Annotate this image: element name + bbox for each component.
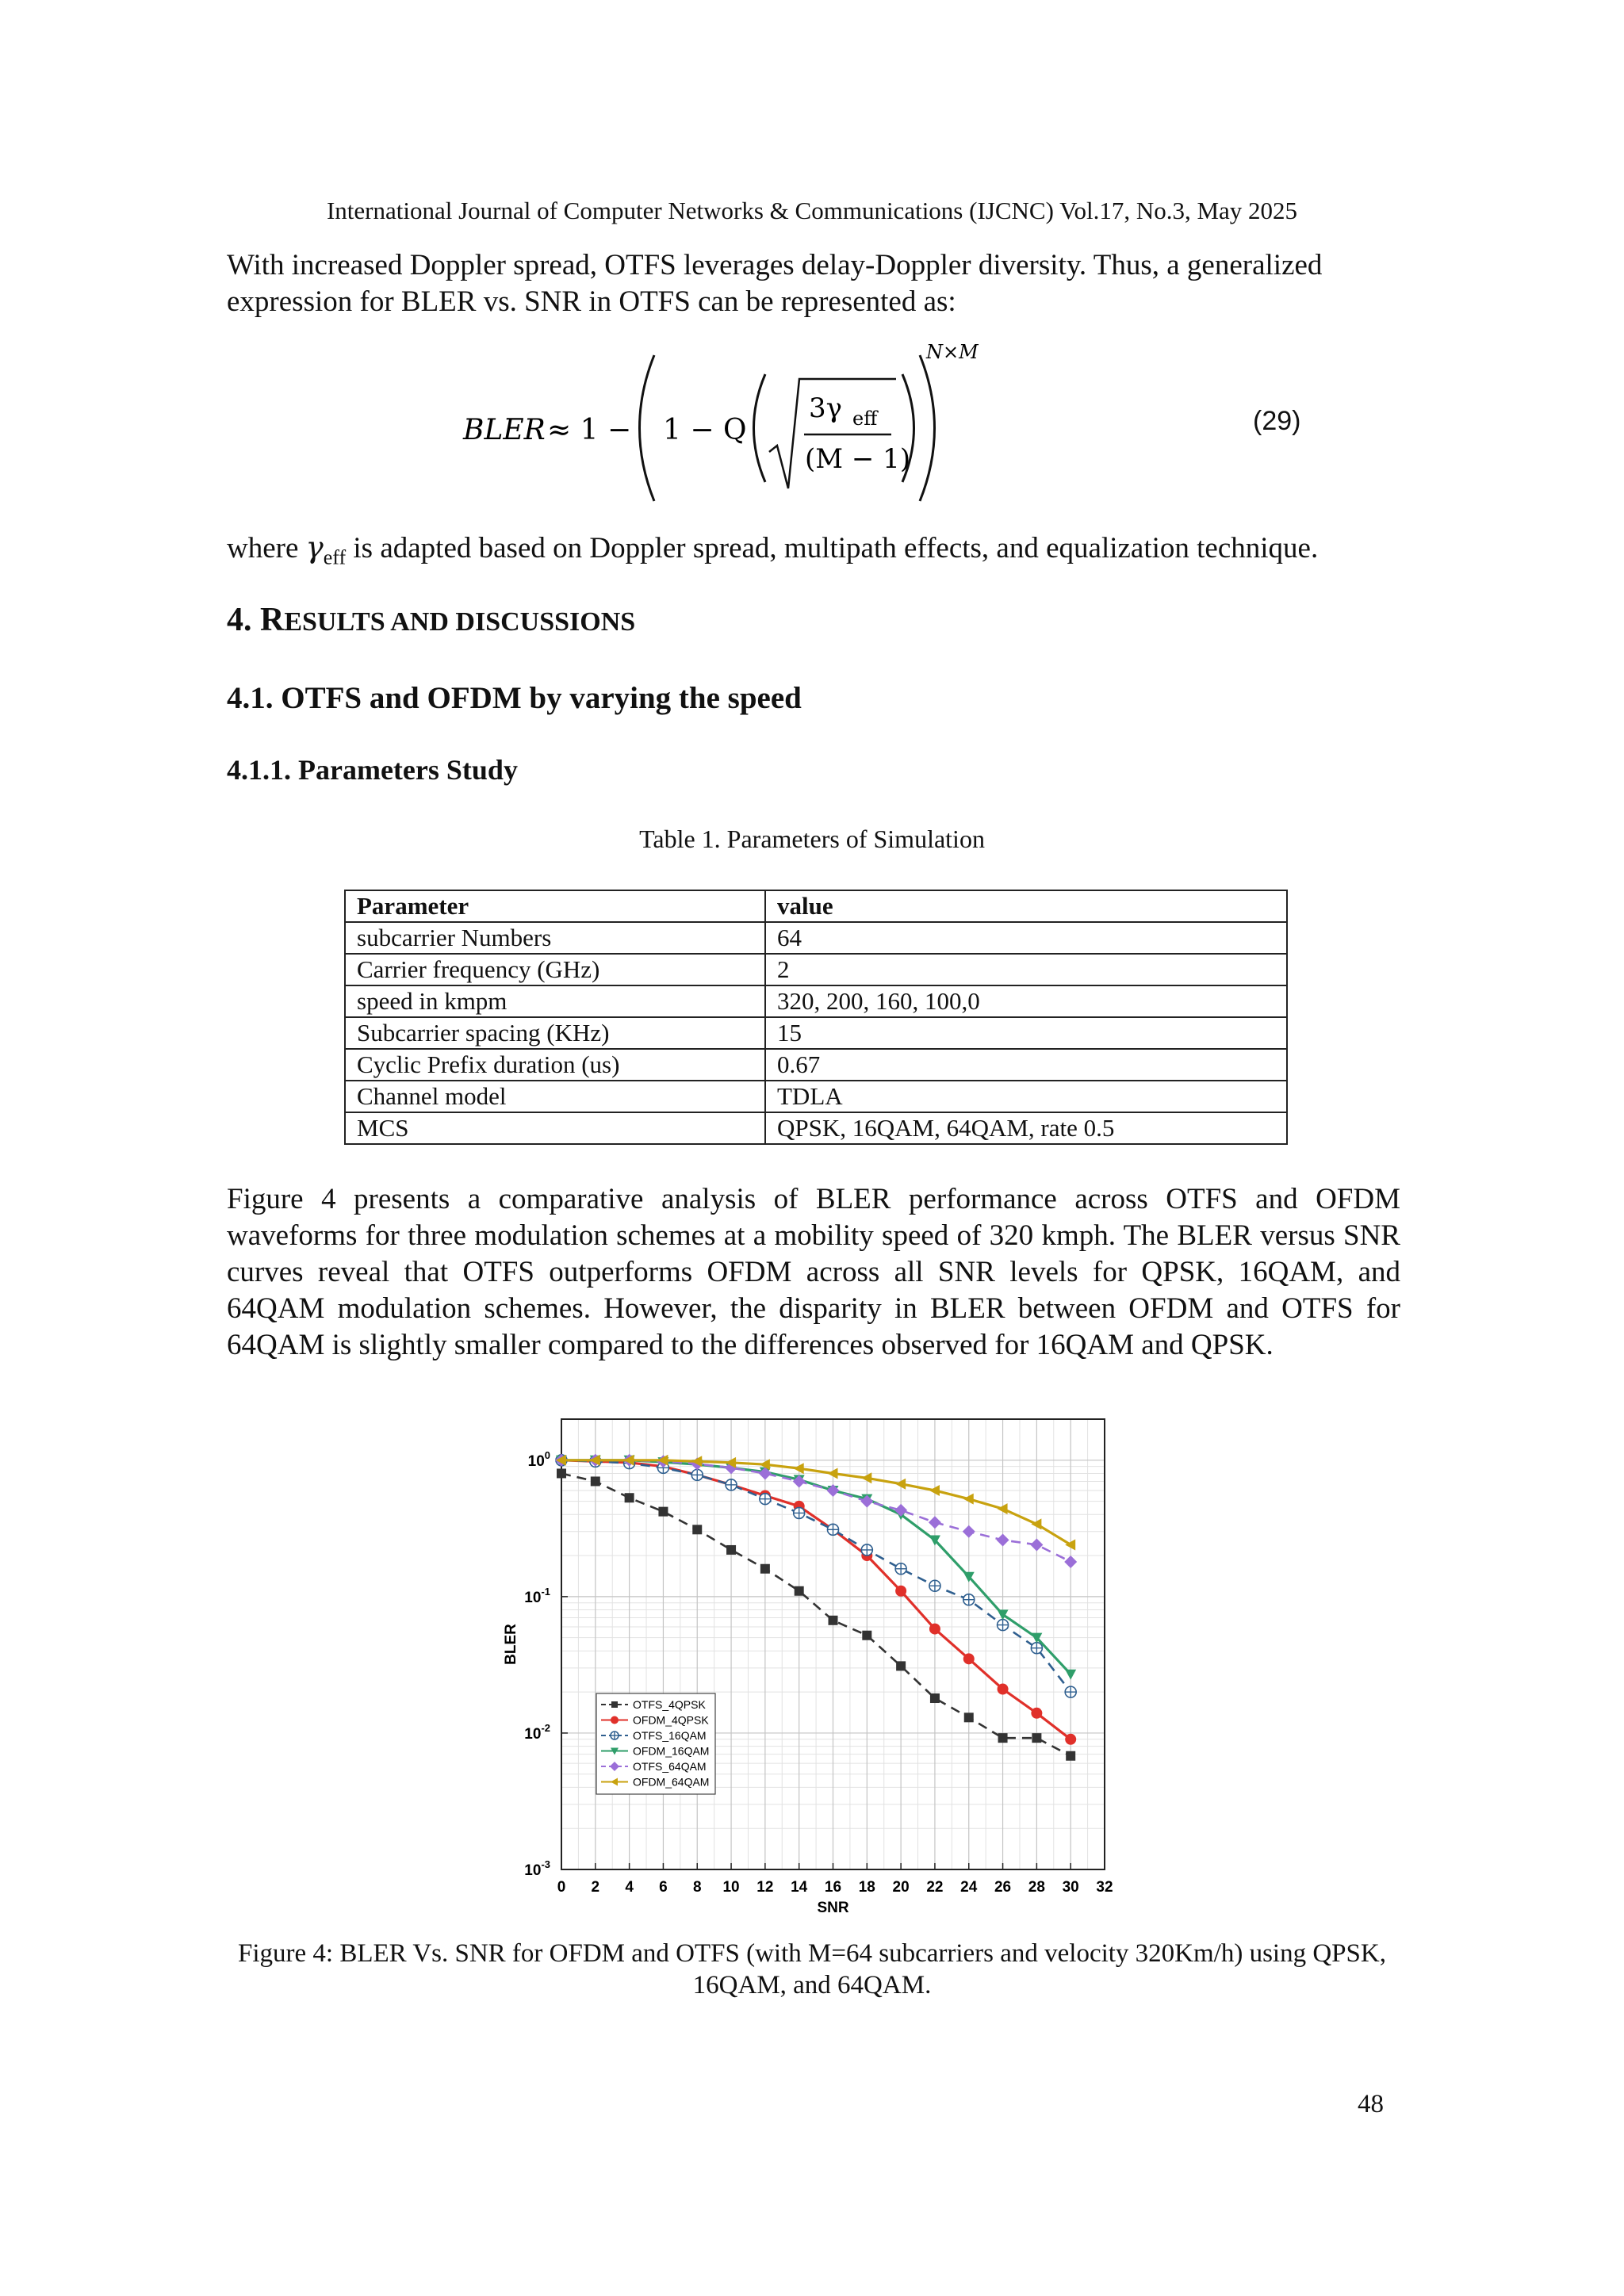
data-point-OTFS_4QPSK [795, 1586, 804, 1596]
x-tick-label: 20 [892, 1879, 910, 1896]
x-tick-label: 6 [659, 1879, 668, 1896]
page-number: 48 [1358, 2090, 1384, 2118]
table-row [345, 1112, 1287, 1144]
equation-approx: ≈ 1 − [547, 414, 632, 446]
legend-label: OFDM_64QAM [633, 1775, 710, 1789]
legend-label: OFDM_16QAM [633, 1744, 710, 1758]
section-rest: ESULTS AND DISCUSSIONS [284, 607, 636, 637]
table-cell: TDLA [765, 1081, 1287, 1112]
data-point-OTFS_16QAM [861, 1544, 872, 1556]
table-cell: 64 [765, 922, 1287, 954]
x-tick-label: 10 [722, 1879, 740, 1896]
subsubsection-heading: 4.1.1. Parameters Study [227, 754, 518, 786]
gamma-sub: eff [323, 545, 347, 569]
x-tick-label: 32 [1096, 1879, 1113, 1896]
where-paragraph [227, 530, 1400, 576]
x-tick-label: 28 [1028, 1879, 1045, 1896]
where-pre: where [227, 532, 306, 564]
data-point-OTFS_16QAM [1065, 1686, 1076, 1697]
data-point-OTFS_4QPSK [964, 1712, 974, 1722]
journal-header: International Journal of Computer Networks & Communications (IJCNC) Vol.17, No.3, May 2025 [326, 197, 1298, 224]
equation-graphic [412, 333, 1332, 515]
data-point-OFDM_4QPSK [963, 1653, 975, 1664]
table-caption: Table 1. Parameters of Simulation [639, 825, 985, 853]
y-tick-label: $10^{-2}$ [524, 1721, 550, 1743]
data-point-OTFS_16QAM [929, 1580, 940, 1591]
table-cell: 2 [765, 954, 1287, 985]
where-post: is adapted based on Doppler spread, multipath effects, and equalization technique. [346, 532, 1319, 564]
intro-paragraph: With increased Doppler spread, OTFS leverages delay-Doppler diversity. Thus, a generalized expression for BLER vs. SNR in OTFS can be represented as: [227, 249, 1323, 318]
legend-label: OTFS_4QPSK [633, 1698, 706, 1711]
legend-swatch-marker [611, 1716, 619, 1724]
data-point-OTFS_4QPSK [998, 1733, 1008, 1743]
data-point-OTFS_4QPSK [760, 1564, 770, 1574]
data-point-OTFS_4QPSK [692, 1525, 702, 1534]
data-point-OTFS_16QAM [1031, 1643, 1042, 1654]
table-cell: 320, 200, 160, 100,0 [765, 985, 1287, 1017]
data-point-OTFS_16QAM [998, 1620, 1009, 1631]
data-point-OTFS_4QPSK [591, 1476, 600, 1486]
outer-right-paren [920, 355, 935, 501]
table-cell: MCS [345, 1112, 765, 1144]
bler-chart-svg [498, 1410, 1124, 1917]
equation-29 [412, 333, 1332, 515]
data-point-OFDM_4QPSK [929, 1624, 940, 1635]
equation-numerator-sub: eff [852, 408, 878, 430]
x-tick-label: 0 [557, 1879, 566, 1896]
x-tick-label: 22 [926, 1879, 944, 1896]
legend-swatch-marker [611, 1701, 618, 1708]
equation-denominator: (M − 1) [805, 443, 911, 475]
data-point-OTFS_4QPSK [557, 1468, 566, 1478]
section-number: 4. [227, 602, 260, 638]
table-cell: Cyclic Prefix duration (us) [345, 1049, 765, 1081]
y-tick-label: $10^0$ [527, 1448, 550, 1470]
data-point-OFDM_4QPSK [1065, 1734, 1076, 1745]
data-point-OTFS_4QPSK [862, 1631, 871, 1640]
x-tick-label: 8 [692, 1879, 702, 1896]
data-point-OTFS_4QPSK [625, 1493, 634, 1502]
data-point-OTFS_16QAM [895, 1563, 906, 1575]
table-cell: speed in kmpm [345, 985, 765, 1017]
figure-caption: Figure 4: BLER Vs. SNR for OFDM and OTFS (with M=64 subcarriers and velocity 320Km/h) using QPSK, 16QAM, and 64QAM. [238, 1939, 1386, 1999]
x-tick-label: 24 [960, 1879, 978, 1896]
y-tick-label: $10^{-1}$ [524, 1585, 550, 1606]
legend-label: OFDM_4QPSK [633, 1713, 709, 1727]
table-header-row [345, 890, 1287, 922]
x-tick-label: 18 [858, 1879, 875, 1896]
equation-inner: 1 − Q [663, 414, 747, 446]
table-cell: QPSK, 16QAM, 64QAM, rate 0.5 [765, 1112, 1287, 1144]
y-tick-label: $10^{-3}$ [524, 1858, 550, 1879]
data-point-OTFS_16QAM [760, 1494, 771, 1505]
equation-lhs: BLER [463, 414, 546, 446]
data-point-OTFS_4QPSK [658, 1507, 668, 1517]
data-point-OTFS_16QAM [726, 1479, 737, 1490]
data-point-OTFS_4QPSK [829, 1616, 838, 1625]
equation-numerator: 3γ [809, 392, 842, 424]
x-tick-label: 4 [625, 1879, 634, 1896]
table-cell: Subcarrier spacing (KHz) [345, 1017, 765, 1049]
table-cell: Carrier frequency (GHz) [345, 954, 765, 985]
table-header-cell: Parameter [345, 890, 765, 922]
data-point-OFDM_4QPSK [998, 1683, 1009, 1694]
data-point-OFDM_4QPSK [1031, 1708, 1042, 1719]
x-axis-label: SNR [817, 1900, 849, 1916]
data-point-OTFS_16QAM [963, 1594, 975, 1605]
table-cell: 15 [765, 1017, 1287, 1049]
analysis-paragraph: Figure 4 presents a comparative analysis of BLER performance across OTFS and OFDM waveforms for three modulation schemes at a mobility speed of 320 kmph. The BLER versus SNR curves reveal that OTFS outperforms OFDM across all SNR levels for QPSK, 16QAM, and 64QAM modulation schemes. However, the disparity in BLER between OFDM and OTFS for 64QAM is slightly smaller compared to the differences observed for 16QAM and QPSK. [227, 1183, 1400, 1361]
x-tick-label: 26 [994, 1879, 1012, 1896]
table-cell: Channel model [345, 1081, 765, 1112]
data-point-OTFS_4QPSK [930, 1693, 940, 1703]
table-row [345, 1049, 1287, 1081]
table-cell: 0.67 [765, 1049, 1287, 1081]
table-row [345, 922, 1287, 954]
legend-label: OTFS_16QAM [633, 1729, 707, 1742]
table-row [345, 954, 1287, 985]
gamma-symbol: γ [305, 530, 324, 564]
parameters-table [344, 890, 1288, 1145]
table-row [345, 1017, 1287, 1049]
equation-exponent: N×M [926, 341, 979, 363]
y-axis-label: BLER [503, 1624, 519, 1665]
data-point-OTFS_4QPSK [896, 1661, 906, 1670]
legend-swatch-marker [611, 1732, 619, 1739]
x-tick-label: 14 [791, 1879, 808, 1896]
section-heading [227, 601, 635, 639]
x-tick-label: 12 [756, 1879, 774, 1896]
subsection-heading: 4.1. OTFS and OFDM by varying the speed [227, 681, 802, 715]
table-row [345, 1081, 1287, 1112]
x-tick-label: 30 [1062, 1879, 1079, 1896]
data-point-OTFS_4QPSK [1066, 1751, 1075, 1761]
table-row [345, 985, 1287, 1017]
data-point-OFDM_4QPSK [895, 1586, 906, 1597]
data-point-OTFS_4QPSK [726, 1545, 736, 1555]
data-point-OTFS_4QPSK [1032, 1733, 1041, 1743]
outer-left-paren [640, 355, 655, 501]
inner-left-paren [754, 374, 766, 482]
table-header-cell: value [765, 890, 1287, 922]
section-first-letter: R [260, 602, 285, 638]
equation-number: (29) [1253, 406, 1301, 436]
data-point-OTFS_16QAM [691, 1469, 703, 1480]
bler-chart [498, 1410, 1124, 1917]
data-point-OTFS_16QAM [828, 1524, 839, 1535]
data-point-OTFS_16QAM [794, 1507, 805, 1518]
legend-label: OTFS_64QAM [633, 1760, 707, 1773]
x-tick-label: 16 [824, 1879, 842, 1896]
x-tick-label: 2 [591, 1879, 600, 1896]
table-cell: subcarrier Numbers [345, 922, 765, 954]
